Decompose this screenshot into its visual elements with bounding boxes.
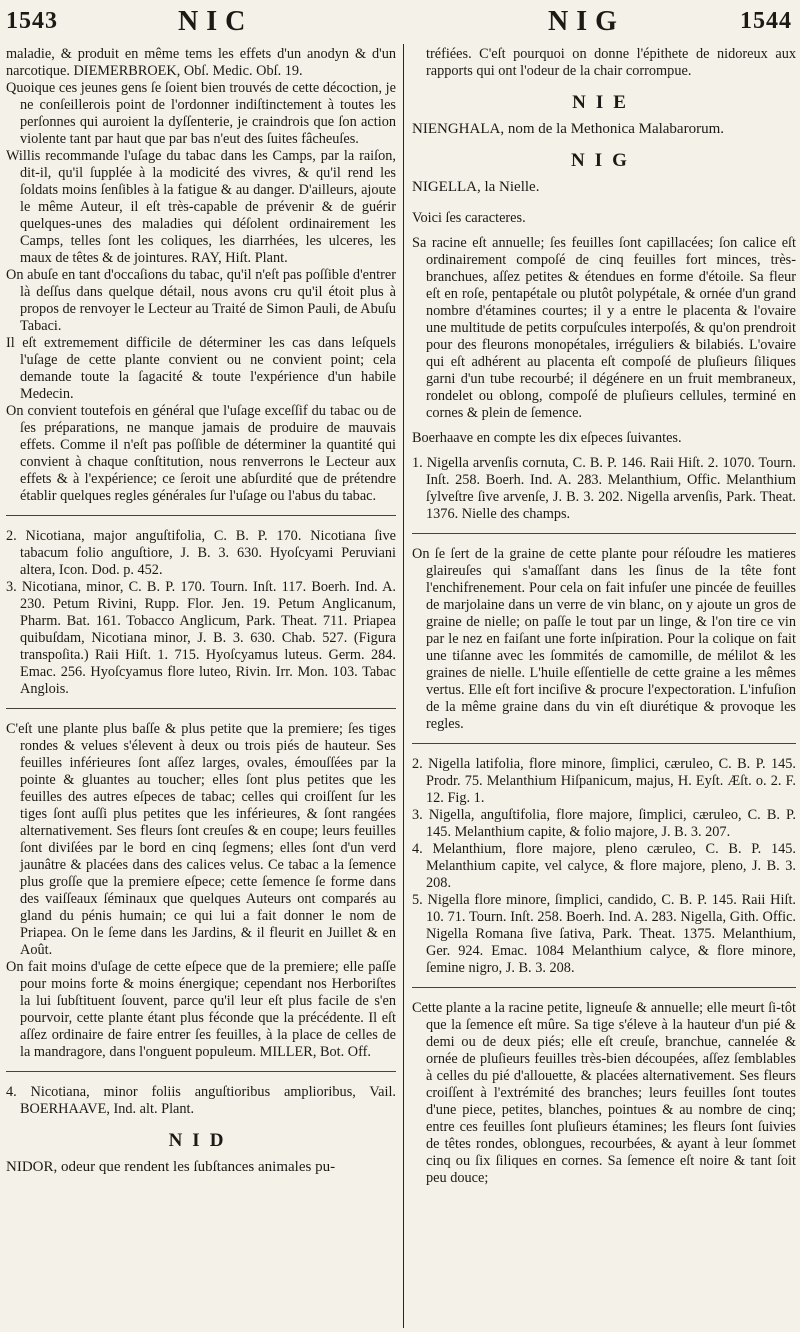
left-column: [6, 46, 396, 1328]
right-page-number: 1544: [740, 8, 792, 34]
paragraph: Boerhaave en compte les dix eſpeces ſuivantes.: [412, 430, 682, 446]
paragraph: On fait moins d'uſage de cette eſpece que de la premiere; elle paſſe pour moins forte & moins énergique; cependant nos Herboriſtes la lui ſubſtituent ſouvent, parce qu'il leur eſt plus facile de s'en pourvoir, cette plante étant plus féconde que la précédente. Il eſt aſſez ordinaire de faire entrer ſes feuilles, à la place de celles de la mandragore, dans l'onguent populeum. MILLER, Bot. Off.: [6, 959, 396, 1060]
left-running-head: NIC: [178, 6, 254, 37]
paragraph: Quoique ces jeunes gens ſe ſoient bien trouvés de cette décoction, je ne conſeillerois point de l'ordonner indiſtinctement à toutes les perſonnes qui auroient la dyſſenterie, je craindrois que ſon action violente tant par haut que par bas n'eut des ſuites fâcheuſes.: [6, 80, 396, 147]
paragraph: On abuſe en tant d'occaſions du tabac, qu'il n'eſt pas poſſible d'entrer là deſſus dans quelque détail, nous avons cru qu'il étoit plus à propos de renvoyer le Lecteur au Traité de Simon Pauli, de Abuſu Tabaci.: [6, 267, 396, 334]
section-heading-nie: NIE: [572, 92, 636, 113]
left-page-number: 1543: [6, 8, 58, 34]
paragraph: Cette plante a la racine petite, ligneuſe & annuelle; elle meurt ſi-tôt que la ſemence eſt mûre. Sa tige s'éleve à la hauteur d'un pié & demi ou de deux piés; elle eſt creuſe, branchue, cannelée & ornée de pluſieurs feuilles très-bien découpées, aſſez ſemblables à celles du pié d'allouette, & placées alternativement. Ses fleurs croiſſent à l'extrémité des branches; leurs feuilles ſont toutes d'une piece, petites, blanches, pointues & au nombre de cinq; entre ces feuilles ſont pluſieurs étamines; les fleurs ſont ſuivies de têtes rondes, oblongues, recourbées, & ayant à leur ſommet cinq ou ſix ſiliques en cornes. Sa ſemence eſt noire & tant ſoit peu douce;: [412, 1000, 796, 1186]
paragraph: maladie, & produit en même tems les effets d'un anodyn & d'un narcotique. DIEMERBROEK, Obſ. Medic. Obſ. 19.: [6, 46, 396, 79]
species-entry: 5. Nigella flore minore, ſimplici, candido, C. B. P. 145. Raii Hiſt. 10. 71. Tourn. Inſt. 258. Boerh. Ind. A. 283. Nigella, Gith. Offic. Nigella Romana ſive ſativa, Park. Theat. 1375. Melanthium, Ger. 924. Emac. 1084 Melanthium calyce, & flore minore, ſemine nigro, J. B. 3. 208.: [412, 892, 796, 976]
entry-nienghala: NIENGHALA, nom de la Methonica Malabarorum.: [412, 121, 724, 137]
species-entry: 1. Nigella arvenſis cornuta, C. B. P. 146. Raii Hiſt. 2. 1070. Tourn. Inſt. 258. Boerh. Ind. A. 283. Melanthium, Offic. Melanthium ſylveſtre ſive arvenſe, J. B. 3. 202. Nigella arvenſis, Park. Theat. 1376. Nielle des champs.: [412, 455, 796, 522]
paragraph: C'eſt une plante plus baſſe & plus petite que la premiere; ſes tiges rondes & velues s'élevent à deux ou trois piés de hauteur. Ses feuilles inférieures ſont aſſez larges, ovales, émouſſées par la pointe & gluantes au toucher; elles ſont plus petites que les feuilles des autres eſpeces de tabac; celles qui croiſſent ſur les tiges ſont auſſi plus petites que les inférieures, & ſont rangées alternativement. Ses fleurs ſont creuſes & en coupe; leurs feuilles ſont diviſées par le bord en cinq ſegmens; elles ſont d'un verd jaunâtre & placées dans des calices velus. Ce tabac a la ſemence plus groſſe que la premiere eſpece; cette ſemence ſe forme dans des vaiſſeaux ſéminaux que quelques Auteurs ont comparés au gland du pénis humain; ce qui lui a fait donner le nom de Priapea. On le ſeme dans les Jardins, & il fleurit en Juillet & en Août.: [6, 721, 396, 958]
right-running-head: NIG: [548, 6, 625, 37]
species-entry: 4. Melanthium, flore majore, pleno cæruleo, C. B. P. 145. Melanthium capite, vel calyce, & flore majore, pleno, J. B. 3. 208.: [412, 841, 796, 891]
separator: [6, 515, 396, 516]
section-heading-nid: NID: [168, 1130, 234, 1151]
separator: [412, 987, 796, 988]
species-entry: 3. Nicotiana, minor, C. B. P. 170. Tourn. Inſt. 117. Boerh. Ind. A. 230. Petum Rivini, Rupp. Flor. Jen. 19. Petum Anglicanum, Pharm. Bat. 161. Tobacco Anglicum, Park. Theat. 711. Priapea quibuſdam, Nicotiana minor, J. B. 3. 630. Chab. 527. (Figura transpoſita.) Raii Hiſt. 1. 715. Hyoſcyamus luteus. Germ. 284. Emac. 256. Hyoſcyamus flore luteo, Rivin. Irr. Mon. 103. Tabac Anglois.: [6, 579, 396, 697]
separator: [6, 1071, 396, 1072]
column-divider: [403, 44, 404, 1328]
separator: [412, 533, 796, 534]
species-entry: 2. Nicotiana, major anguſtifolia, C. B. P. 170. Nicotiana ſive tabacum folio anguſtiore, J. B. 3. 630. Hyoſcyami Peruviani altera, Icon. Dod. p. 452.: [6, 528, 396, 578]
section-heading-nig: NIG: [571, 150, 637, 171]
paragraph: On convient toutefois en général que l'uſage exceſſif du tabac ou de ſes préparations, ne manque jamais de produire de mauvais effets. Comme il n'eſt pas poſſible de déterminer la quantité qui convient à chaque conſtitution, nous renverrons le Lecteur aux effets & à l'expérience; ce ſeroit une abſurdité que de prétendre établir quelques regles générales ſur l'uſage ou l'abus du tabac.: [6, 403, 396, 504]
species-entry: 4. Nicotiana, minor foliis anguſtioribus amplioribus, Vail. BOERHAAVE, Ind. alt. Plant.: [6, 1084, 396, 1117]
paragraph: Sa racine eſt annuelle; ſes feuilles ſont capillacées; ſon calice eſt ordinairement compoſé de cinq feuilles fort minces, très-branchues, aſſez petites & étendues en forme d'étoile. Sa fleur eſt en roſe, pentapétale ou plutôt polypétale, & ornée d'un grand nombre d'étamines courtes; il y a entre le placenta & l'ovaire une multitude de petits corpuſcules interpoſés, & qu'on prendroit pour des fleurons monopétales, irréguliers & bilabiés. L'ovaire qui eſt adhérent au placenta eſt compoſé de pluſieurs ſiliques garni d'un tube recourbé; il dégénere en un fruit membraneux, rondelet ou oblong, compoſé de pluſieurs cellules, terminé en cornes & plein de ſemence.: [412, 235, 796, 421]
separator: [6, 708, 396, 709]
right-column: [412, 46, 796, 1328]
separator: [412, 743, 796, 744]
entry-nigella: NIGELLA, la Nielle.: [412, 179, 540, 195]
entry-nidor: NIDOR, odeur que rendent les ſubſtances animales pu-: [6, 1159, 336, 1175]
paragraph: tréfiées. C'eſt pourquoi on donne l'épithete de nidoreux aux rapports qui ont l'odeur de la chair corrompue.: [426, 46, 796, 79]
page-header: [0, 4, 800, 42]
species-entry: 2. Nigella latifolia, flore minore, ſimplici, cæruleo, C. B. P. 145. Prodr. 75. Melanthium Hiſpanicum, majus, H. Eyſt. Æſt. o. 2. F. 12. Fig. 1.: [412, 756, 796, 806]
paragraph: Il eſt extremement difficile de déterminer les cas dans leſquels l'uſage de cette plante convient ou ne convient point; cela demande toute la ſagacité & toute l'expérience d'un habile Medecin.: [6, 335, 396, 402]
paragraph: On ſe ſert de la graine de cette plante pour réſoudre les matieres glaireuſes qui s'amaſſant dans les ſinus de la tête font l'enchifrenement. Pour cela on fait infuſer une pincée de feuilles de marjolaine dans un verre de vin blanc, on y ajoute un gros de graine de nielle; on paſſe le tout par un linge, & l'on tire ce vin par le nez en faiſant une forte inſpiration. Pour la colique on fait une tiſanne avec les ſommités de camomille, de mélilot & les graines de nielle. L'huile eſſentielle de cette graine a les mêmes vertus. Elle eſt fort inciſive & procure l'expectoration. L'infuſion de la même graine dans du vin eſt diurétique & provoque les regles.: [412, 546, 796, 732]
paragraph: Willis recommande l'uſage du tabac dans les Camps, par la raiſon, dit-il, qu'il ſupplée à la modicité des vivres, & qu'il rend les ſoldats moins ſenſibles à la fatigue & au danger. D'ailleurs, ajoute le même Auteur, il eſt très-capable de prévenir & de guérir quelques-unes des maladies qui déſolent ordinairement les Camps, telles ſont les coliques, les diarrhées, les ulceres, les maux de têtes & de jointures. RAY, Hiſt. Plant.: [6, 148, 396, 266]
species-entry: 3. Nigella, anguſtifolia, flore majore, ſimplici, cæruleo, C. B. P. 145. Melanthium capite, & folio majore, J. B. 3. 207.: [412, 807, 796, 840]
paragraph: Voici ſes caracteres.: [412, 210, 526, 226]
